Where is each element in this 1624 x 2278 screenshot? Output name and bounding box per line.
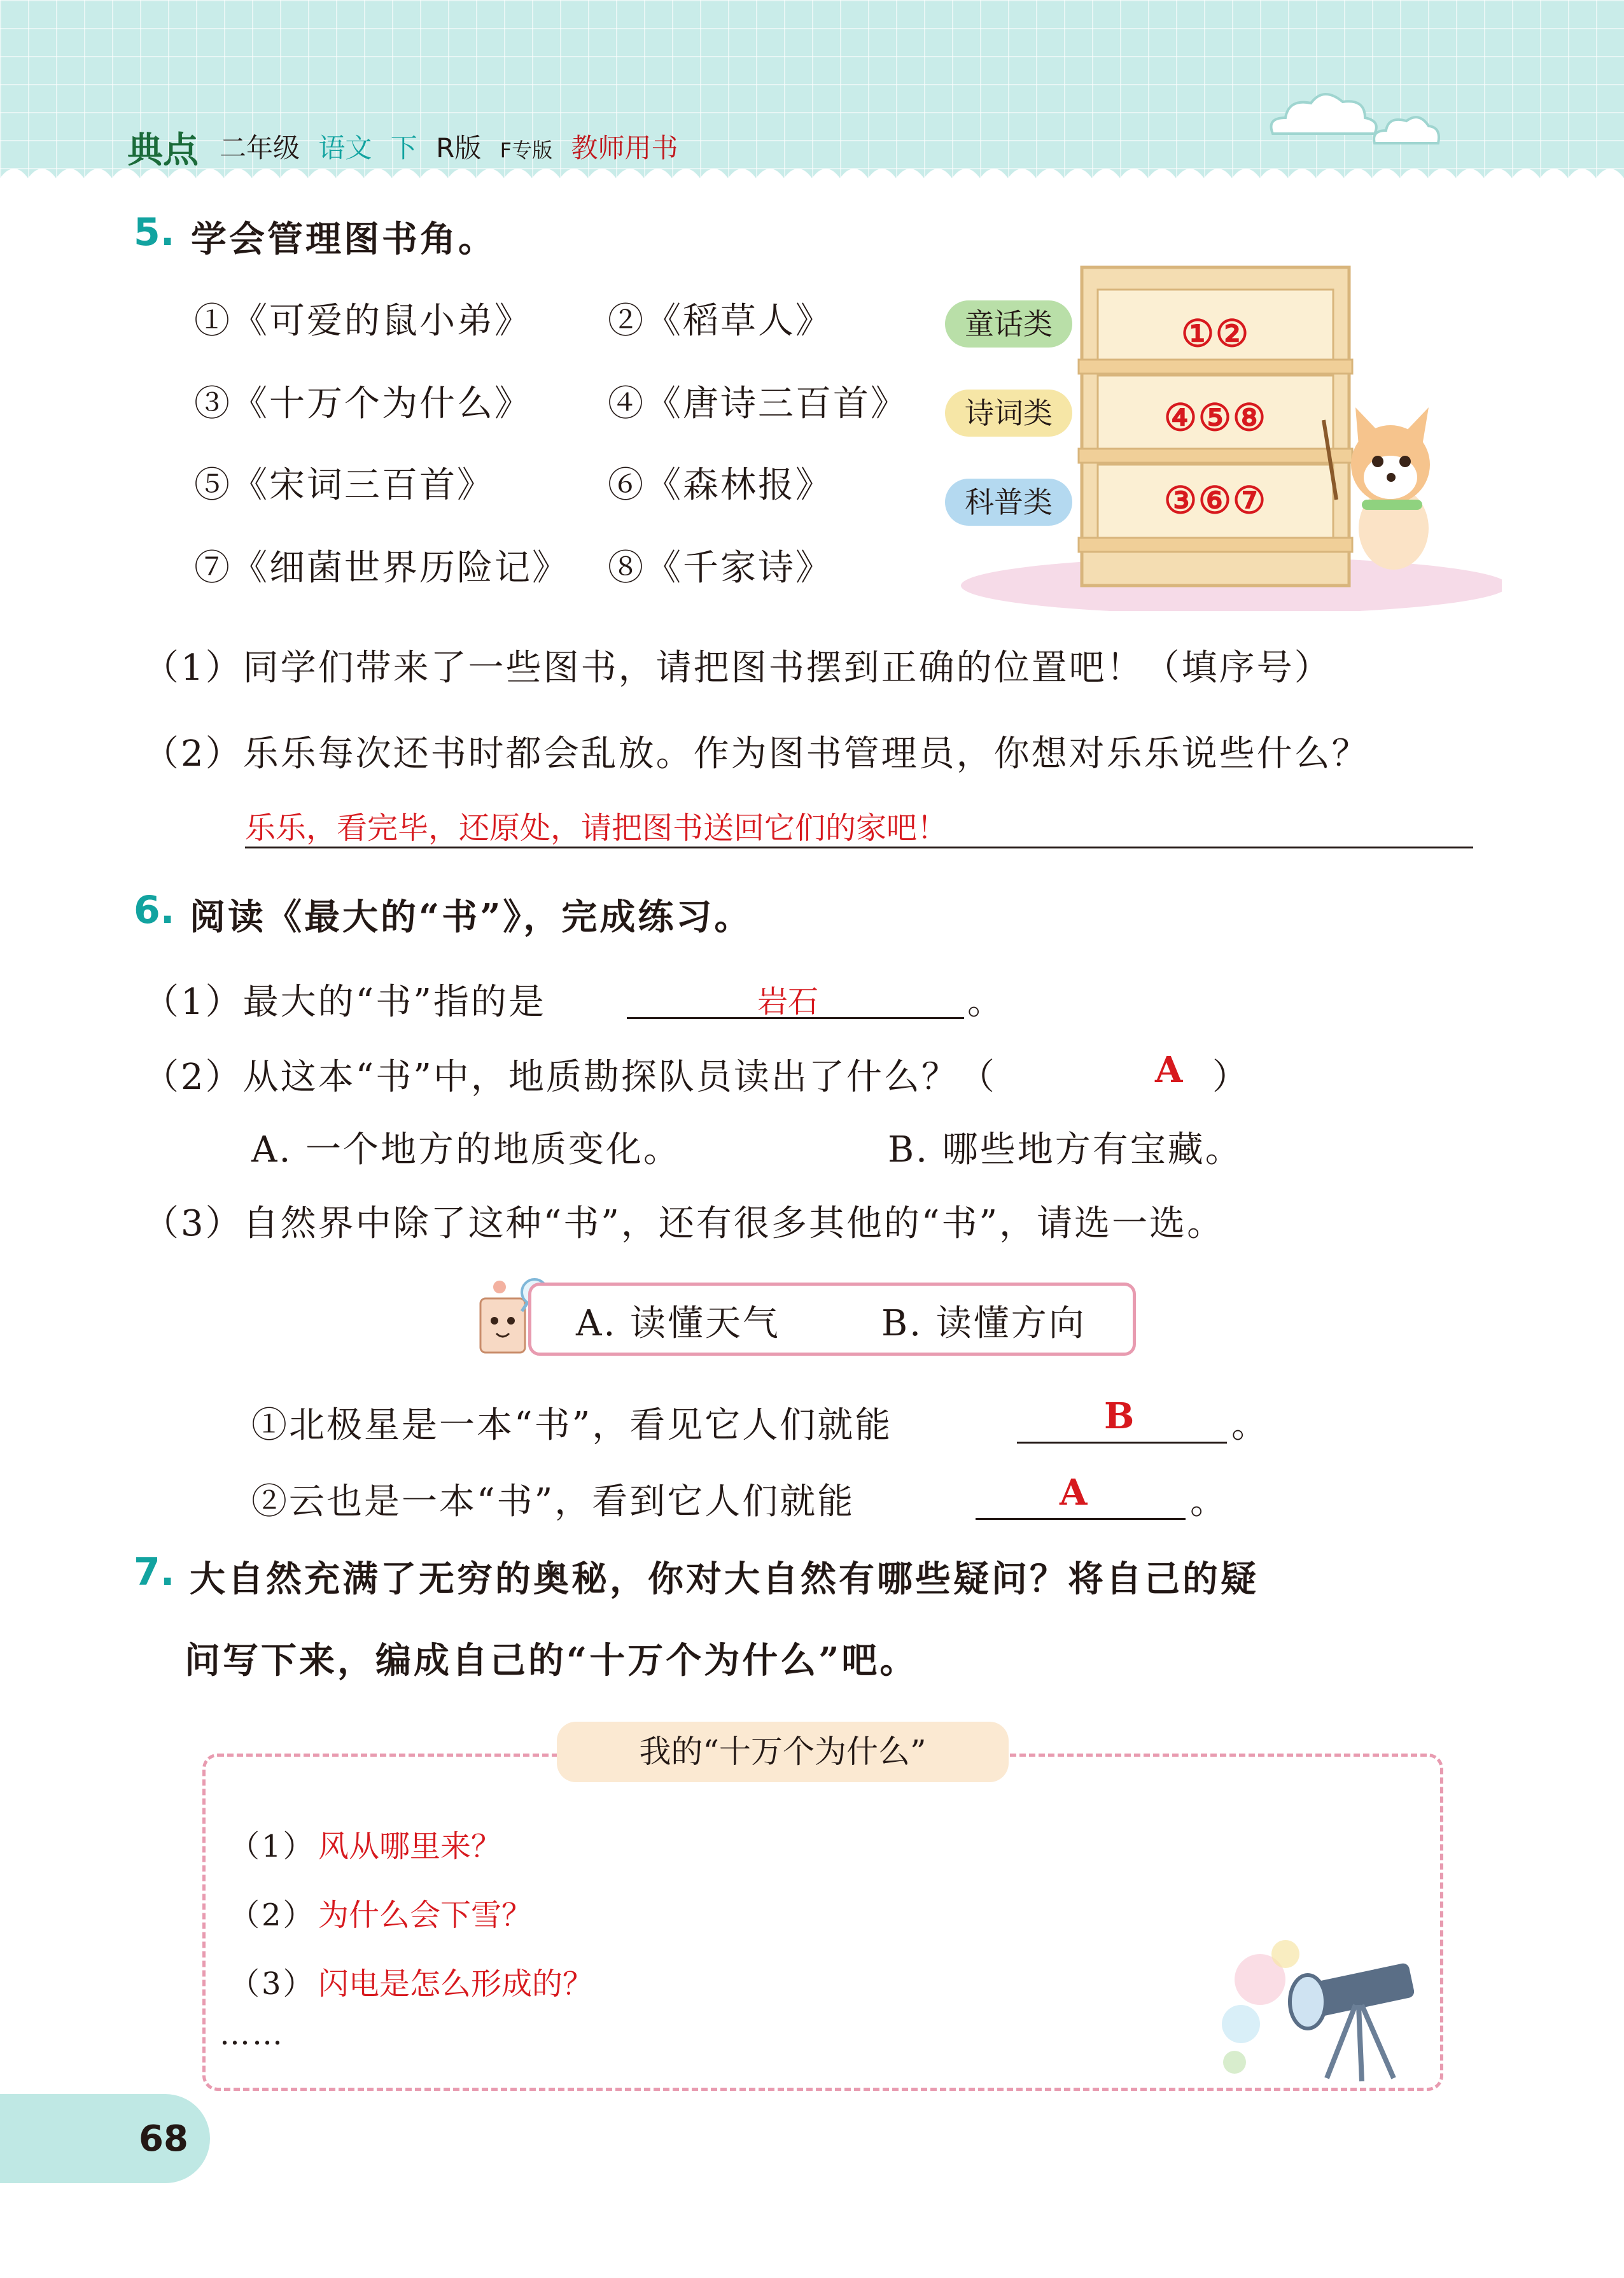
q5-sub2: （2）乐乐每次还书时都会乱放。作为图书管理员，你想对乐乐说些什么？ [143,733,1369,775]
period: 。 [1190,1481,1228,1522]
q6-item2: ②云也是一本“书”，看到它人们就能 [251,1481,855,1522]
question-num: （3） [229,1966,316,2002]
q6-number: 6. [134,888,175,932]
q6-sub3: （3）自然界中除了这种“书”，还有很多其他的“书”，请选一选。 [143,1203,1225,1244]
q6-sub2-answer: A [1155,1049,1183,1091]
book-item: ⑤《宋词三百首》 [194,465,494,506]
q7-line2: 问写下来，编成自己的“十万个为什么”吧。 [185,1640,918,1682]
shelf-answer: ④⑤⑧ [1164,396,1267,439]
q6-sub1-answer: 岩石 [757,984,819,1020]
header-special: F专版 [500,138,553,162]
header-book-info [220,127,688,165]
book-item: ②《稻草人》 [608,300,833,342]
book-item: ④《唐诗三百首》 [608,383,908,425]
shelf-answer: ①② [1181,312,1250,355]
option-a: A. 一个地方的地质变化。 [251,1129,682,1171]
q6-sub2: （2）从这本“书”中，地质勘探队员读出了什么？（ [143,1057,997,1098]
brand-logo: 典点 [127,130,199,171]
shelf-category-label: 童话类 [945,300,1072,348]
questions-box-title: 我的“十万个为什么” [557,1722,1009,1782]
header-subject: 语文 [318,132,372,164]
q6-sub1: （1）最大的“书”指的是 [143,981,546,1023]
question-answer: 闪电是怎么形成的？ [318,1966,594,2002]
q5-sub2-answer: 乐乐，看完毕，还原处，请把图书送回它们的家吧！ [245,810,948,846]
q7-number: 7. [134,1550,175,1594]
header-term: 下 [390,132,417,164]
header-edition: R版 [436,132,482,164]
period: 。 [1231,1405,1269,1446]
q6-item1-answer: B [1104,1395,1135,1437]
telescope-icon [1209,1929,1451,2088]
book-item: ①《可爱的鼠小弟》 [194,300,532,342]
question-answer: 为什么会下雪？ [318,1897,533,1933]
period: 。 [967,981,1005,1023]
book-item: ⑦《细菌世界历险记》 [194,547,570,589]
choice-a: A. 读懂天气 [576,1303,781,1344]
page-number: 68 [139,2118,188,2160]
question-num: （2） [229,1897,316,1933]
header-book-type: 教师用书 [571,132,678,164]
choice-b: B. 读懂方向 [881,1303,1086,1344]
q5-title: 学会管理图书角。 [191,218,496,260]
book-item: ⑥《森林报》 [608,465,833,506]
cloud-icon [1368,108,1445,153]
option-b: B. 哪些地方有宝藏。 [888,1129,1243,1171]
question-answer: 风从哪里来？ [318,1829,502,1864]
shelf-answer: ③⑥⑦ [1164,479,1267,522]
book-item: ⑧《千家诗》 [608,547,833,589]
shelf-category-label: 诗词类 [945,390,1072,437]
ellipsis: …… [220,2016,284,2052]
shelf-category-label: 科普类 [945,479,1072,526]
book-item: ③《十万个为什么》 [194,383,532,425]
bracket-close: ） [1212,1057,1250,1098]
header-grade: 二年级 [220,132,300,164]
q6-title: 阅读《最大的“书”》，完成练习。 [190,896,753,938]
question-num: （1） [229,1829,316,1864]
q6-item2-answer: A [1060,1472,1088,1514]
answer-line [245,847,1473,848]
q7-line1: 大自然充满了无穷的奥秘，你对大自然有哪些疑问？将自己的疑 [190,1558,1259,1600]
page-number-tab [0,2094,210,2183]
q5-sub1: （1）同学们带来了一些图书，请把图书摆到正确的位置吧！（填序号） [143,647,1332,689]
q5-number: 5. [134,210,175,255]
q6-item1: ①北极星是一本“书”，看见它人们就能 [251,1405,893,1446]
